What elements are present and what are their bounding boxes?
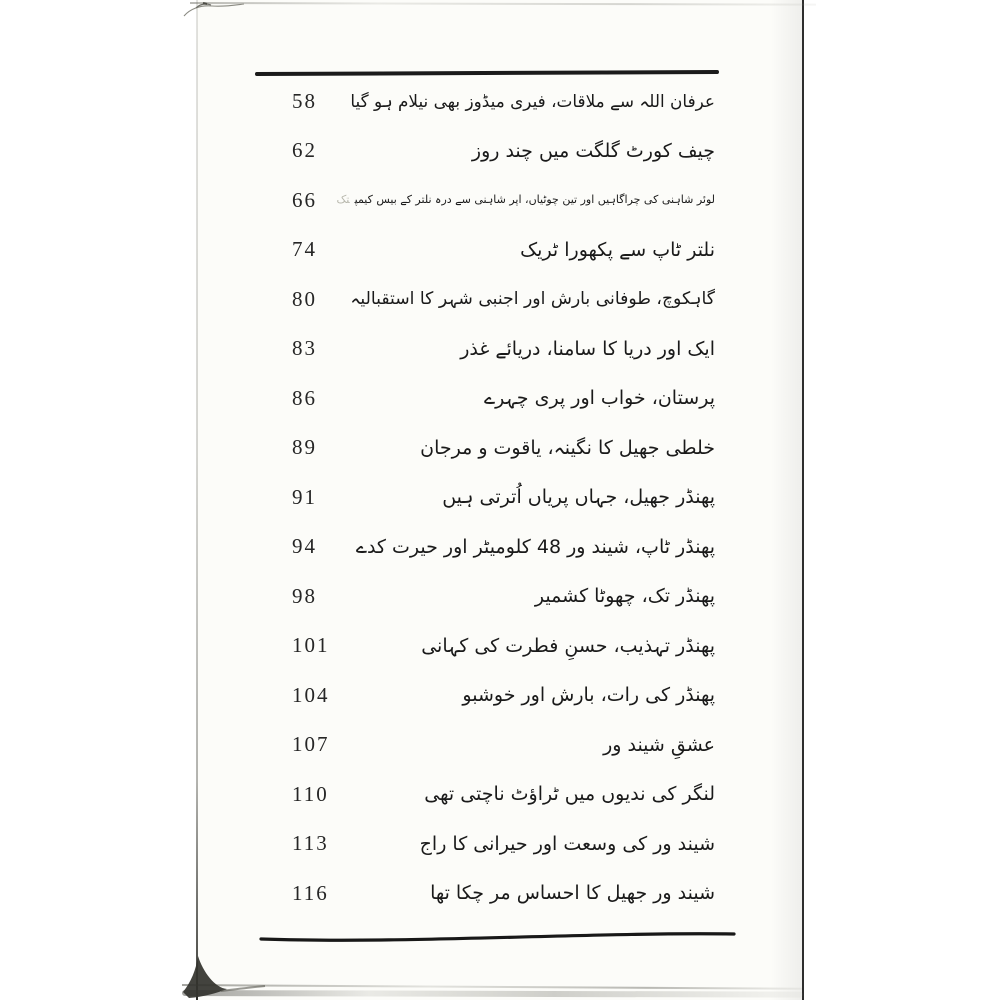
page-number: 89 — [292, 435, 317, 459]
page-number: 107 — [292, 732, 330, 756]
chapter-title — [350, 532, 715, 562]
toc-row — [250, 829, 715, 859]
toc-list — [250, 86, 715, 908]
chapter-title-text: پھنڈر جھیل، جہاں پریاں اُترتی ہیں — [442, 486, 715, 508]
bottom-rule — [258, 928, 738, 946]
page-number: 101 — [292, 633, 330, 657]
toc-row — [250, 730, 715, 760]
toc-row — [250, 383, 715, 413]
toc-row — [250, 482, 715, 512]
chapter-title — [350, 829, 715, 859]
toc-row — [250, 136, 715, 166]
page-number: 110 — [292, 781, 329, 806]
toc-row — [250, 878, 715, 908]
chapter-title — [350, 136, 715, 166]
page-number: 104 — [292, 682, 330, 707]
chapter-title-text: پھنڈر تہذیب، حسنِ فطرت کی کہانی — [421, 634, 715, 657]
chapter-title-text: ایک اور دریا کا سامنا، دریائے غذر — [460, 337, 715, 360]
toc-row — [250, 185, 715, 215]
toc-row — [250, 581, 715, 611]
chapter-title — [350, 334, 715, 364]
chapter-title-text: نلتر ٹاپ سے پکھورا ٹریک — [520, 238, 715, 261]
page-left-edge-line — [196, 0, 198, 1000]
toc-row — [250, 779, 715, 809]
page-number: 113 — [292, 831, 329, 855]
chapter-title-faded-text: تک — [336, 193, 350, 206]
toc-row — [250, 86, 715, 116]
chapter-title-text: پھنڈر کی رات، بارش اور خوشبو — [462, 684, 715, 706]
page-number: 66 — [292, 187, 317, 212]
chapter-title — [336, 185, 715, 215]
toc-row — [250, 284, 715, 314]
toc-row — [250, 235, 715, 265]
page-curl-bottom-left — [181, 956, 267, 1000]
page-number: 83 — [292, 336, 317, 360]
page-number: 74 — [292, 237, 317, 261]
page-number: 58 — [292, 88, 317, 113]
toc-row — [250, 433, 715, 463]
chapter-title — [350, 779, 715, 809]
page-right-edge-line — [802, 0, 804, 1000]
page-number: 116 — [292, 880, 329, 905]
chapter-title-text: گاہکوچ، طوفانی بارش اور اجنبی شہر کا استقبالیہ — [350, 289, 715, 309]
chapter-title — [350, 86, 715, 116]
chapter-title — [350, 631, 715, 661]
page-number: 62 — [292, 138, 317, 162]
chapter-title — [350, 730, 715, 760]
chapter-title-text: شیند ور جھیل کا احساس مر چکا تھا — [430, 882, 715, 904]
toc-row — [250, 680, 715, 710]
page-number: 80 — [292, 286, 317, 311]
toc-row — [250, 334, 715, 364]
chapter-title-text: لنگر کی ندیوں میں ٹراؤٹ ناچتی تھی — [424, 783, 715, 805]
toc-row — [250, 631, 715, 661]
chapter-title-text: لوئر شاہنی کی چراگاہیں اور تین چوٹیاں، اپر شاہنی سے درہ نلتر کے بیس کیمپ — [354, 193, 715, 206]
chapter-title — [350, 235, 715, 265]
chapter-title-text: عشقِ شیند ور — [603, 733, 715, 756]
chapter-title-text: عرفان اللہ سے ملاقات، فیری میڈوز بھی نیلام ہو گیا — [350, 91, 715, 111]
page-right-shadow — [770, 0, 802, 1000]
chapter-title — [350, 878, 715, 908]
chapter-title-text: پرستان، خواب اور پری چہرے — [484, 387, 715, 409]
chapter-title-text: پھنڈر ٹاپ، شیند ور 48 کلومیٹر اور حیرت کدے — [355, 535, 715, 558]
chapter-title — [350, 680, 715, 710]
chapter-title — [350, 433, 715, 463]
chapter-title-text: شیند ور کی وسعت اور حیرانی کا راج — [419, 832, 715, 855]
chapter-title-text: خلطی جھیل کا نگینہ، یاقوت و مرجان — [420, 436, 715, 459]
page-number: 91 — [292, 484, 317, 509]
scan-scribble-mark — [178, 0, 248, 20]
chapter-title — [350, 284, 715, 314]
page-number: 86 — [292, 385, 317, 410]
chapter-title — [350, 482, 715, 512]
chapter-title-text: پھنڈر تک، چھوٹا کشمیر — [534, 585, 715, 607]
chapter-title — [350, 383, 715, 413]
toc-row — [250, 532, 715, 562]
page-number: 98 — [292, 583, 317, 608]
chapter-title — [350, 581, 715, 611]
page-number: 94 — [292, 534, 317, 558]
chapter-title-text: چیف کورٹ گلگت میں چند روز — [471, 139, 715, 162]
